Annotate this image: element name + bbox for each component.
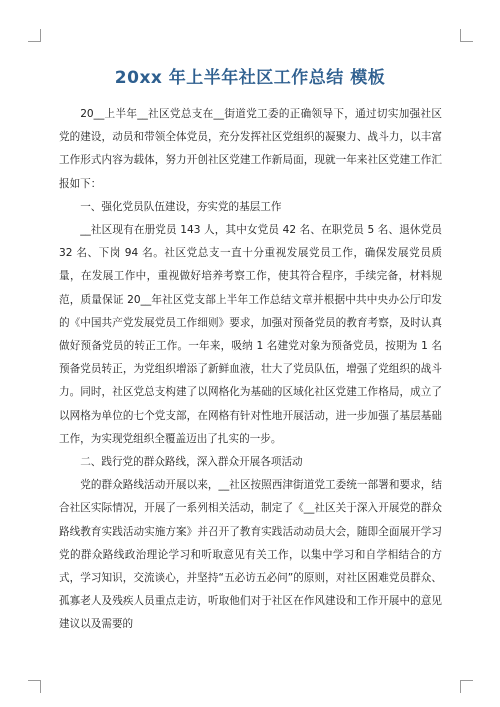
paragraph-section-2: 党的群众路线活动开展以来，__社区按照西津街道党工委统一部署和要求，结合社区实际情况，开展了一系列相关活动，制定了《__社区关于深入开展党的群众路线教育实践活动实施方案》并召开了教育实践活动动员大会，随即全面展开学习党的群众路线政治理论学习和听取意见有关工作，以集中学习和自学相结合的方式，学习知识，交流谈心，并坚持“五必访五必问”的原则，对社区困难党员群众、孤寡老人及残疾人员重点走访，听取他们对于社区在作风建设和工作开展中的意见建议以及需要的 (59, 479, 442, 631)
crop-mark-bottom-left-v (40, 680, 41, 693)
paragraph-intro: 20__上半年__社区党总支在__街道党工委的正确领导下，通过切实加强社区党的建设，动员和带领全体党员，充分发挥社区党组织的凝聚力、战斗力，以丰富工作形式内容为载体，努力开创社区党建工作新局面，现就一年来社区党建工作汇报如下： (59, 108, 442, 190)
document-body (59, 103, 442, 637)
document-title: 20xx 年上半年社区工作总结 模板 (114, 68, 386, 88)
crop-mark-top-right-v (460, 29, 461, 42)
section-heading-1: 一、强化党员队伍建设，夯实党的基层工作 (80, 200, 282, 213)
crop-mark-top-left-v (40, 29, 41, 42)
crop-mark-bottom-right-v (460, 680, 461, 693)
section-heading-2: 二、践行党的群众路线，深入群众开展各项活动 (80, 456, 303, 469)
crop-mark-bottom-right-h (460, 680, 473, 681)
paragraph-section-1: __社区现有在册党员 143 人，其中女党员 42 名、在职党员 5 名、退休党员 32 名、下岗 94 名。社区党总支一直十分重视发展党员工作，确保发展党员质量，在发展工作中，重视做好培养考察工作，使其符合程序，手续完备，材料规范，质量保证 20__年社区党支部上半年工作总结文章并根据中共中央办公厅印发的《中国共产党发展党员工作细则》要求，加强对预备党员的教育考察，及时认真做好预备党员的转正工作。一年来，吸纳 1 名建党对象为预备党员，按期为 1 名预备党员转正，为党组织增添了新鲜血液，壮大了党员队伍，增强了党组织的战斗力。同时，社区党总支构建了以网格化为基础的区域化社区党建工作格局，成立了以网格为单位的七个党支部，在网格有针对性地开展活动，进一步加强了基层基础工作，为实现党组织全覆盖迈出了扎实的一步。 (59, 224, 442, 445)
crop-mark-top-right-h (460, 41, 473, 42)
